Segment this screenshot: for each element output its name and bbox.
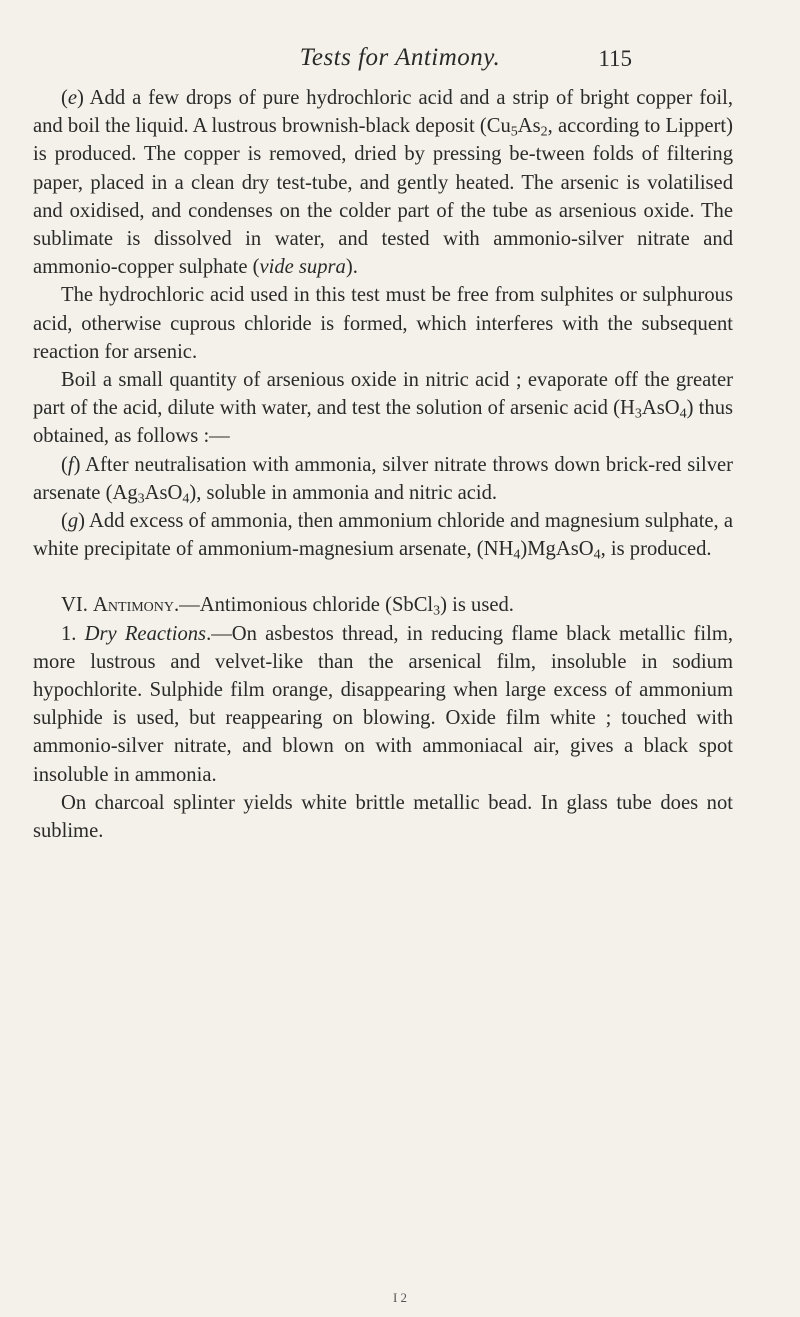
paragraph-charcoal: On charcoal splinter yields white brittle metallic bead. In glass tube does not sublime. [33, 791, 733, 843]
paragraph-dry-reactions: 1. Dry Reactions.—On asbestos thread, in reducing flame black metallic film, more lustrous and velvet-like than the arsenical film, insoluble in sodium hypochlorite. Sulphide film orange, disappearing when large excess of ammonium sulphide is used, but reappearing on blowing. Oxide film white ; touched with ammonio-silver nitrate, and blown on with ammoniacal air, gives a black spot insoluble in ammonia. [33, 622, 734, 786]
paragraph-e: (e) Add a few drops of pure hydrochloric acid and a strip of bright copper foil, and boil the liquid. A lustrous brownish-black deposit ($Cu_5As_2$, according to Lippert) is produced. The copper is removed, dried by pressing be-tween folds of filtering paper, placed in a clean dry test-tube, and gently heated. The arsenic is volatilised and oxidised, and condenses on the colder part of the tube as arsenious oxide. The sublimate is dissolved in water, and tested with ammonio-silver nitrate and ammonio-copper sulphate (vide supra). [33, 87, 733, 279]
paragraph-arsenic-acid: Boil a small quantity of arsenious oxide in nitric acid ; evaporate off the greater part of the acid, dilute with water, and test the solution of arsenic acid $(H_3AsO_4)$ thus obtained, as follows :— [33, 369, 734, 448]
section-antimony-heading: VI. Antimony.—Antimonious chloride (SbCl$_3$) is used. [61, 594, 514, 619]
paragraph-hydrochloric-note: The hydrochloric acid used in this test must be free from sulphites or sulphurous acid, otherwise cuprous chloride is formed, which interferes with the subsequent reaction for arsenic. [33, 284, 733, 363]
body-text [33, 84, 733, 845]
paragraph-f: (f) After neutralisation with ammonia, silver nitrate throws down brick-red silver arsenate $(Ag_3AsO_4)$, soluble in ammonia and nitric acid. [33, 453, 733, 507]
paragraph-g: (g) Add excess of ammonia, then ammonium chloride and magnesium sulphate, a white precipitate of ammonium-magnesium arsenate, $(NH_4)MgAsO_4$, is produced. [33, 510, 733, 563]
page-number: 115 [598, 46, 632, 71]
page-header [0, 40, 800, 80]
running-title: Tests for Antimony. [299, 44, 501, 71]
signature-mark: I 2 [392, 1290, 408, 1305]
